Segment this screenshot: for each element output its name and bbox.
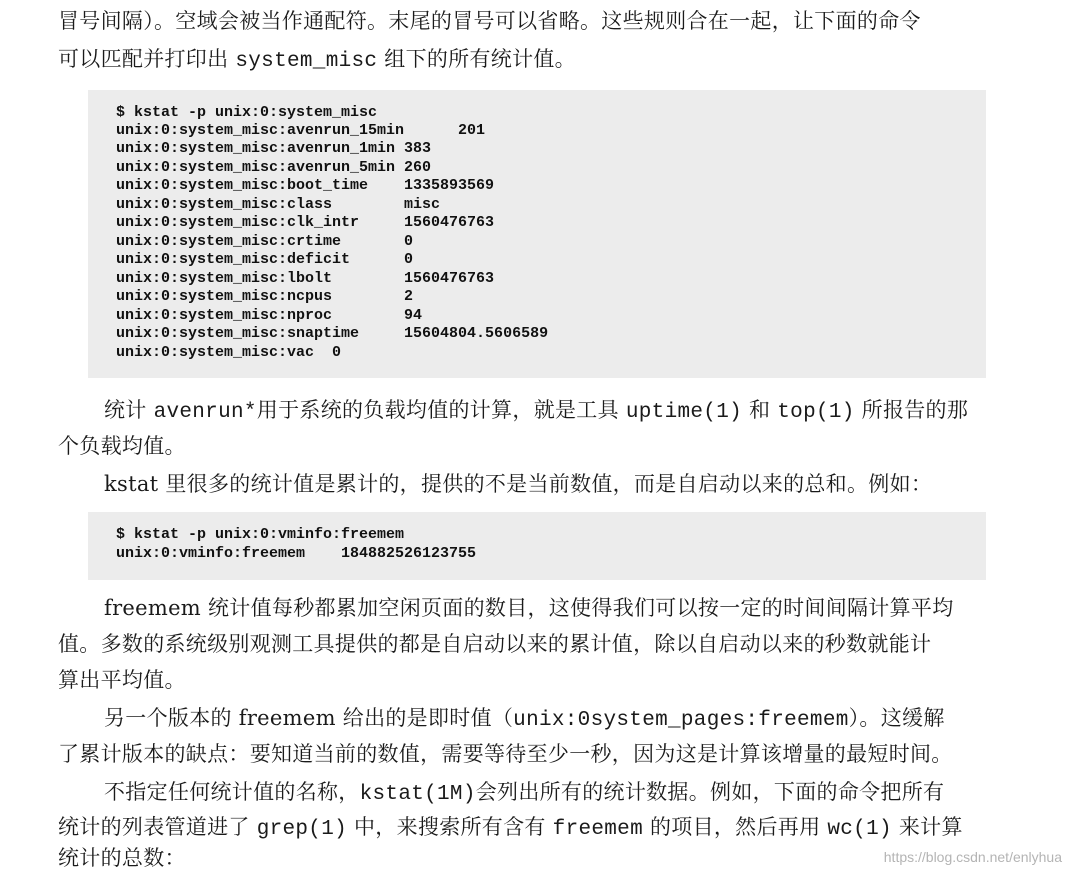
watermark-url: https://blog.csdn.net/enlyhua <box>883 849 1062 865</box>
code-line: unix:0:system_misc:vac 0 <box>116 344 342 361</box>
para3-line-1: freemem 统计值每秒都累加空闲页面的数目，这使得我们可以按一定的时间间隔计算平均 <box>104 596 954 620</box>
body-text: ）。这缓解 <box>848 706 945 730</box>
inline-code: freemem <box>552 818 643 841</box>
body-text: 不指定任何统计值的名称， <box>104 780 360 804</box>
body-text: 统计 <box>104 398 154 422</box>
code-line: unix:0:system_misc:avenrun_15min 201 <box>116 122 486 139</box>
para5-line-3: 统计的总数： <box>58 846 186 870</box>
para1-line-2: 个负载均值。 <box>58 434 186 458</box>
code-line: unix:0:system_misc:ncpus 2 <box>116 288 414 305</box>
code-line: unix:0:system_misc:avenrun_5min 260 <box>116 159 432 176</box>
code-line: unix:0:vminfo:freemem 184882526123755 <box>116 545 477 562</box>
code-line: unix:0:system_misc:lbolt 1560476763 <box>116 270 495 287</box>
inline-code: top(1) <box>777 401 855 424</box>
body-text: 会列出所有的统计数据。例如，下面的命令把所有 <box>475 780 945 804</box>
body-text: 来计算 <box>891 815 963 839</box>
para5-line-2 <box>58 815 963 842</box>
inline-code: uptime(1) <box>625 401 742 424</box>
intro-line-2 <box>58 47 576 74</box>
body-text: 的项目，然后再用 <box>643 815 828 839</box>
body-text: 另一个版本的 freemem 给出的是即时值（ <box>104 706 514 730</box>
inline-code: wc(1) <box>827 818 892 841</box>
body-text: 用于系统的负载均值的计算，就是工具 <box>256 398 626 422</box>
para5-line-1 <box>104 780 944 807</box>
para3-line-3: 算出平均值。 <box>58 668 186 692</box>
para1-line-1 <box>104 398 968 425</box>
code-line: unix:0:system_misc:avenrun_1min 383 <box>116 140 432 157</box>
intro-text: 可以匹配并打印出 <box>58 47 236 71</box>
para2-line: kstat 里很多的统计值是累计的，提供的不是当前数值，而是自启动以来的总和。例如： <box>104 472 933 496</box>
code-line: unix:0:system_misc:boot_time 1335893569 <box>116 177 495 194</box>
code-block-system-misc <box>88 90 986 378</box>
inline-code: grep(1) <box>256 818 348 841</box>
code-line: unix:0:system_misc:nproc 94 <box>116 307 423 324</box>
body-text: 所报告的那 <box>854 398 969 422</box>
code-line: unix:0:system_misc:crtime 0 <box>116 233 414 250</box>
inline-code: unix:0system_pages:freemem <box>513 709 849 732</box>
code-line: $ kstat -p unix:0:system_misc <box>116 104 378 121</box>
inline-code: system_misc <box>235 50 378 73</box>
intro-text: 组下的所有统计值。 <box>377 47 576 71</box>
code-line: unix:0:system_misc:clk_intr 1560476763 <box>116 214 495 231</box>
para4-line-1 <box>104 706 945 733</box>
para3-line-2: 值。多数的系统级别观测工具提供的都是自启动以来的累计值，除以自启动以来的秒数就能计 <box>58 632 932 656</box>
intro-line-1: 冒号间隔）。空域会被当作通配符。末尾的冒号可以省略。这些规则合在一起，让下面的命令 <box>58 9 921 33</box>
code-line: $ kstat -p unix:0:vminfo:freemem <box>116 526 405 543</box>
para4-line-2: 了累计版本的缺点：要知道当前的数值，需要等待至少一秒，因为这是计算该增量的最短时间。 <box>58 742 953 766</box>
body-text: 中，来搜索所有含有 <box>347 815 553 839</box>
code-line: unix:0:system_misc:deficit 0 <box>116 251 414 268</box>
inline-code: kstat(1M) <box>359 783 476 806</box>
body-text: 统计的列表管道进了 <box>58 815 257 839</box>
body-text: 和 <box>742 398 778 422</box>
inline-code: avenrun* <box>153 401 257 424</box>
code-block-freemem <box>88 512 986 580</box>
code-line: unix:0:system_misc:class misc <box>116 196 441 213</box>
code-line: unix:0:system_misc:snaptime 15604804.5606589 <box>116 325 549 342</box>
